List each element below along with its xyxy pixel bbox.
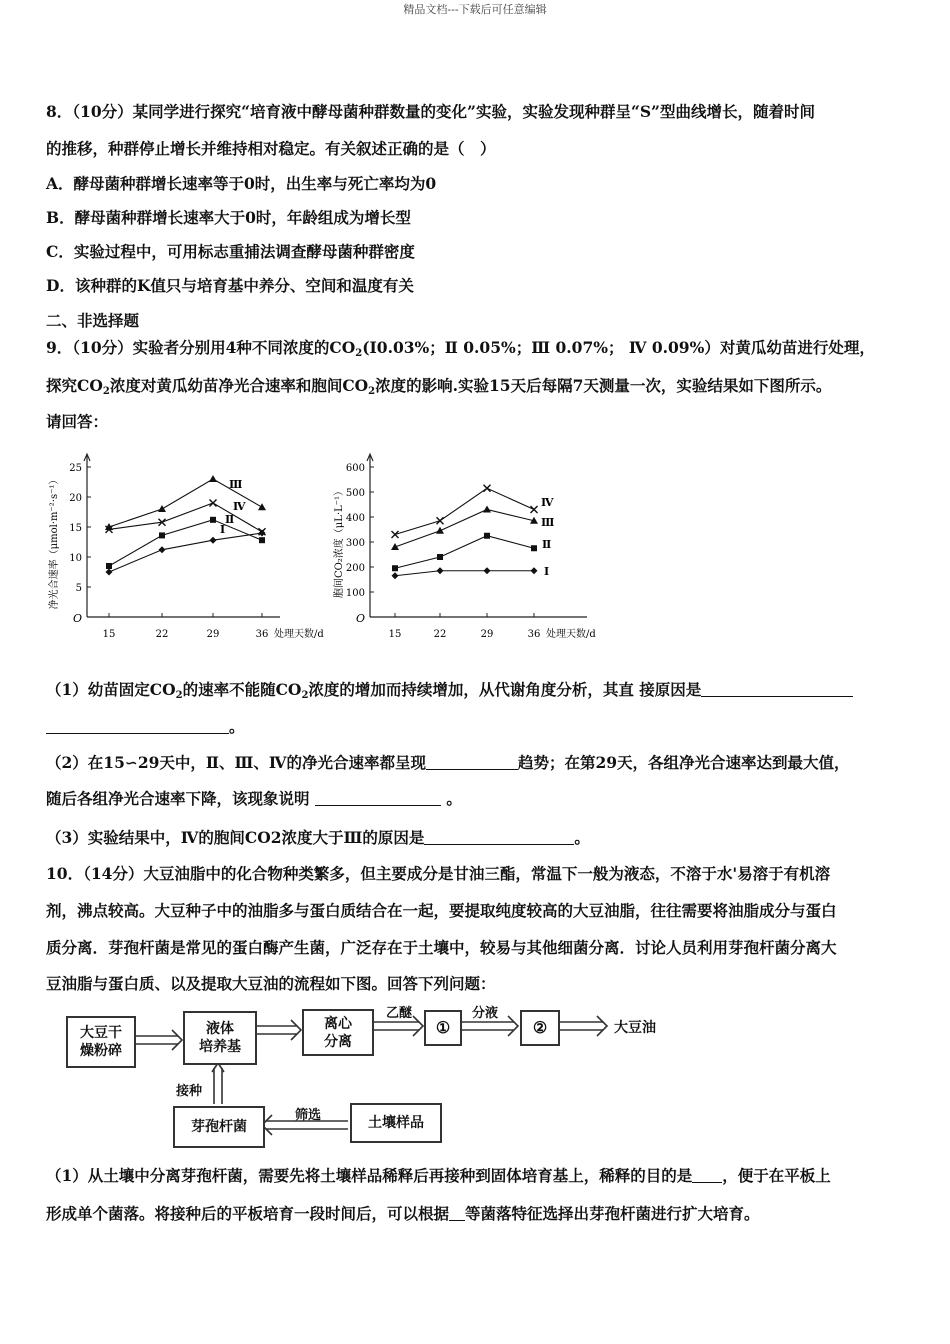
data-point — [392, 572, 399, 579]
data-point — [483, 506, 491, 513]
net-photosynthesis-chart — [40, 445, 330, 645]
y-tick-label: 100 — [345, 588, 365, 599]
data-point — [106, 569, 113, 576]
answer-blank[interactable] — [424, 830, 574, 845]
arrow-soil-to-bacteria — [262, 1115, 348, 1135]
arrow-step1-to-step2 — [460, 1016, 518, 1036]
answer-blank[interactable] — [426, 755, 518, 770]
label-soybean-oil: 大豆油 — [614, 1020, 656, 1036]
y-tick-label: 200 — [345, 563, 365, 574]
box-soybean-drying: 大豆干 燥粉碎 — [66, 1016, 136, 1068]
q8-option-d: D．该种群的K值只与培育基中养分、空间和温度有关 — [46, 276, 414, 295]
series-line-4 — [395, 488, 534, 534]
data-point — [259, 537, 265, 543]
q9-stem-line3: 请回答： — [46, 412, 109, 431]
y-axis-label: 胞间CO₂浓度（μL·L⁻¹） — [334, 485, 345, 599]
q10-part1-line2: 形成单个菌落。将接种后的平板培育一段时间后，可以根据 等菌落特征选择出芽孢杆菌进行扩大培育。 — [46, 1204, 760, 1223]
series-label: Ⅰ — [220, 523, 226, 536]
x-tick-label: 22 — [433, 629, 447, 640]
series-label: Ⅲ — [229, 478, 243, 491]
data-point — [484, 567, 491, 574]
arrow-step2-to-oil — [558, 1016, 607, 1036]
series-label: Ⅱ — [542, 538, 552, 551]
answer-blank[interactable] — [46, 719, 229, 734]
q10-stem-line4: 豆油脂与蛋白质、以及提取大豆油的流程如下图。回答下列问题： — [46, 974, 496, 993]
q8-stem-line1: 8．（10分）某同学进行探究“培育液中酵母菌种群数量的变化”实验，实验发现种群呈“S”型曲线增长，随着时间 — [46, 102, 815, 121]
series-label: Ⅰ — [544, 565, 550, 578]
section-heading: 二、非选择题 — [46, 311, 140, 330]
y-tick-label: 10 — [69, 553, 82, 564]
data-point — [392, 531, 399, 538]
origin-label: O — [356, 612, 366, 625]
q8-option-b: B．酵母菌种群增长速率大于0时，年龄组成为增长型 — [46, 208, 411, 227]
q8-option-a: A．酵母菌种群增长速率等于0时，出生率与死亡率均为0 — [46, 174, 437, 193]
answer-blank[interactable] — [692, 1168, 722, 1183]
q8-option-c: C．实验过程中，可用标志重捕法调查酵母菌种群密度 — [46, 242, 415, 261]
y-tick-label: 400 — [345, 513, 365, 524]
y-tick-label: 500 — [345, 488, 365, 499]
box-bacillus: 芽孢杆菌 — [173, 1106, 265, 1148]
q9-stem-line1: 9．（10分）实验者分别用4种不同浓度的$CO_2(Ⅰ0.03\%$；Ⅱ 0.05%；Ⅲ 0.07%； Ⅳ 0.09%）对黄瓜幼苗进行处理， — [46, 338, 875, 359]
y-tick-label: 300 — [345, 538, 365, 549]
q10-stem-line2: 剂，沸点较高。大豆种子中的油脂多与蛋白质结合在一起，要提取纯度较高的大豆油脂，往往需要将油脂成分与蛋白 — [46, 901, 837, 920]
arrow-centrifuge-to-step1 — [373, 1016, 423, 1036]
label-ether: 乙醚 — [386, 1006, 413, 1021]
data-point — [437, 517, 444, 524]
data-point — [437, 567, 444, 574]
x-tick-label: 29 — [480, 629, 494, 640]
box-centrifuge: 离心 分离 — [302, 1009, 374, 1056]
q9-part1-line2: 。 — [46, 717, 245, 737]
x-tick-label: 15 — [102, 629, 116, 640]
x-tick-label: 15 — [388, 629, 402, 640]
box-step-2: ② — [520, 1010, 560, 1046]
x-tick-label: 36 — [255, 629, 269, 640]
x-axis-label: 处理天数/d — [274, 629, 324, 640]
box-step-1: ① — [424, 1010, 462, 1046]
box-soil-sample: 土壤样品 — [350, 1103, 442, 1143]
answer-blank[interactable] — [449, 1206, 465, 1221]
data-point — [159, 546, 166, 553]
series-label: Ⅳ — [233, 500, 246, 513]
page-header: 精品文档---下载后可任意编辑 — [403, 3, 547, 16]
data-point — [158, 505, 166, 512]
series-line-1 — [395, 571, 534, 576]
y-tick-label: 20 — [69, 493, 82, 504]
answer-blank[interactable] — [701, 682, 853, 697]
arrow-bacteria-to-medium — [212, 1063, 224, 1104]
data-point — [209, 475, 217, 482]
y-tick-label: 25 — [69, 463, 82, 474]
data-point — [436, 527, 444, 534]
q10-stem-line3: 质分离．芽孢杆菌是常见的蛋白酶产生菌，广泛存在于土壤中，较易与其他细菌分离．讨论人员利用芽孢杆菌分离大 — [46, 938, 837, 957]
data-point — [484, 533, 490, 539]
y-tick-label: 15 — [69, 523, 82, 534]
data-point — [210, 500, 217, 507]
data-point — [484, 485, 491, 492]
data-point — [392, 565, 398, 571]
answer-blank[interactable] — [315, 791, 441, 806]
series-line-2 — [395, 536, 534, 569]
data-point — [531, 545, 537, 551]
box-liquid-medium: 液体 培养基 — [183, 1011, 257, 1065]
intercellular-co2-chart — [322, 445, 622, 645]
y-tick-label: 5 — [75, 583, 82, 594]
q10-stem-line1: 10．（14分）大豆油脂中的化合物种类繁多，但主要成分是甘油三酯，常温下一般为液态，不溶于水'易溶于有机溶 — [46, 864, 831, 883]
origin-label: O — [73, 612, 83, 625]
x-axis-label: 处理天数/d — [546, 629, 596, 640]
arrow-soy-to-medium — [135, 1030, 182, 1050]
data-point — [531, 506, 538, 513]
q10-part1-line1: （1）从土壤中分离芽孢杆菌，需要先将土壤样品稀释后再接种到固体培育基上，稀释的目的是 ，便于在平板上 — [46, 1166, 831, 1185]
data-point — [210, 537, 217, 544]
q9-part3: （3）实验结果中，Ⅳ的胞间CO2浓度大于Ⅲ的原因是 。 — [46, 828, 590, 847]
series-label: Ⅱ — [225, 513, 235, 526]
arrow-medium-to-centrifuge — [255, 1020, 301, 1040]
q8-stem-line2: 的推移，种群停止增长并维持相对稳定。有关叙述正确的是（ ） — [46, 139, 496, 158]
y-axis-label: 净光合速率（μmol·m⁻²·s⁻¹） — [49, 474, 60, 610]
series-label: Ⅲ — [541, 516, 555, 529]
data-point — [106, 563, 112, 569]
data-point — [210, 517, 216, 523]
q9-part1-line1: （1）幼苗固定$CO_2$的速率不能随$CO_2$浓度的增加而持续增加，从代谢角度分析，其直 接原因是 — [46, 680, 853, 700]
q9-part2-line2: 随后各组净光合速率下降，该现象说明 。 — [46, 789, 462, 808]
data-point — [531, 567, 538, 574]
series-label: Ⅳ — [541, 496, 554, 509]
label-separation: 分液 — [472, 1006, 499, 1021]
label-screen: 筛选 — [295, 1108, 322, 1123]
data-point — [437, 554, 443, 560]
data-point — [159, 532, 165, 538]
x-tick-label: 22 — [155, 629, 169, 640]
label-inoculate: 接种 — [176, 1084, 203, 1099]
y-tick-label: 600 — [345, 463, 365, 474]
x-tick-label: 36 — [527, 629, 541, 640]
x-tick-label: 29 — [206, 629, 220, 640]
data-point — [258, 503, 266, 510]
q9-part2-line1: （2）在15∽29天中，Ⅱ、Ⅲ、Ⅳ的净光合速率都呈现 趋势；在第29天，各组净光合速率达到最大值， — [46, 753, 850, 772]
q9-stem-line2: 探究$CO_2$浓度对黄瓜幼苗净光合速率和胞间$CO_2$浓度的影响.实验15天后每隔7天测量一次，实验结果如下图所示。 — [46, 376, 832, 397]
